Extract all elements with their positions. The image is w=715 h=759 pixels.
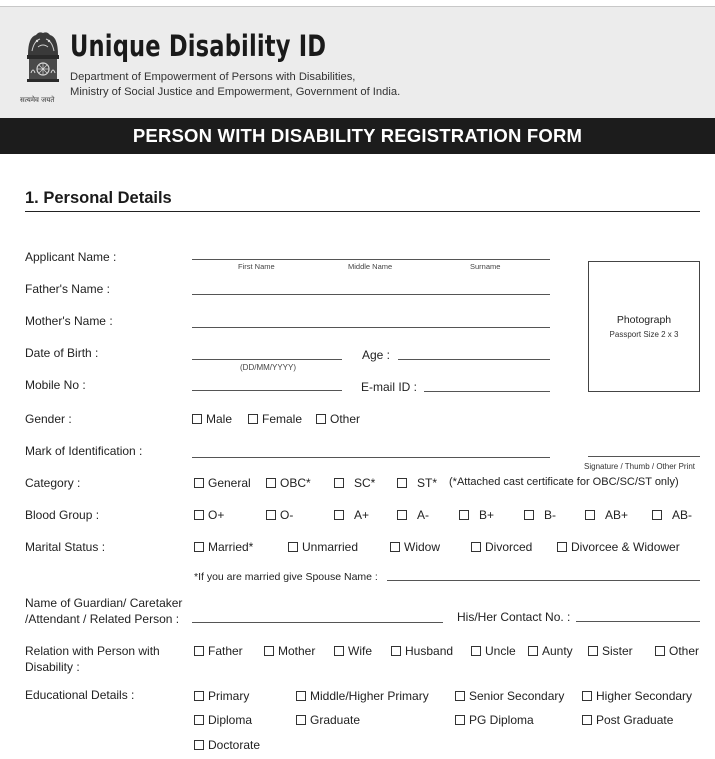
checkbox[interactable] (288, 542, 298, 552)
checkbox[interactable] (455, 715, 465, 725)
education-option-senior-secondary[interactable]: Senior Secondary (455, 689, 564, 703)
education-option-middle-higher-primary[interactable]: Middle/Higher Primary (296, 689, 429, 703)
checkbox[interactable] (296, 715, 306, 725)
page-header (0, 6, 715, 118)
photograph-size: Passport Size 2 x 3 (609, 330, 679, 339)
checkbox[interactable] (524, 510, 534, 520)
relation-option-sister[interactable]: Sister (588, 644, 633, 658)
relation-option-mother[interactable]: Mother (264, 644, 315, 658)
mother-name-field[interactable] (192, 327, 550, 328)
blood-option-o-neg[interactable]: O- (266, 508, 293, 522)
checkbox[interactable] (459, 510, 469, 520)
department-line-2: Ministry of Social Justice and Empowerment, Government of India. (70, 86, 401, 98)
mark-field[interactable] (192, 457, 550, 458)
category-label: Category : (25, 476, 81, 490)
checkbox[interactable] (194, 740, 204, 750)
education-option-higher-secondary[interactable]: Higher Secondary (582, 689, 692, 703)
blood-option-ab-pos[interactable]: AB+ (585, 508, 628, 522)
blood-option-o-pos[interactable]: O+ (194, 508, 224, 522)
gender-option-other[interactable]: Other (316, 412, 360, 426)
checkbox[interactable] (296, 691, 306, 701)
guardian-label-line-2: /Attendant / Related Person : (25, 612, 180, 626)
checkbox[interactable] (397, 478, 407, 488)
marital-option-divorced[interactable]: Divorced (471, 540, 532, 554)
relation-option-aunty[interactable]: Aunty (528, 644, 573, 658)
checkbox[interactable] (471, 542, 481, 552)
department-name (70, 70, 400, 100)
photograph-box[interactable] (588, 261, 700, 392)
category-note: (*Attached cast certificate for OBC/SC/ST only) (449, 476, 679, 488)
mark-label: Mark of Identification : (25, 444, 143, 458)
checkbox[interactable] (528, 646, 538, 656)
checkbox[interactable] (582, 715, 592, 725)
dob-field[interactable] (192, 359, 342, 360)
dob-label: Date of Birth : (25, 346, 99, 360)
guardian-contact-label: His/Her Contact No. : (457, 610, 571, 624)
checkbox[interactable] (266, 478, 276, 488)
gender-option-female[interactable]: Female (248, 412, 302, 426)
email-label: E-mail ID : (361, 380, 418, 394)
category-option-st[interactable]: ST* (397, 476, 437, 490)
checkbox[interactable] (390, 542, 400, 552)
email-field[interactable] (424, 391, 550, 392)
checkbox[interactable] (194, 510, 204, 520)
checkbox[interactable] (391, 646, 401, 656)
education-option-graduate[interactable]: Graduate (296, 713, 360, 727)
blood-option-b-neg[interactable]: B- (524, 508, 556, 522)
checkbox[interactable] (455, 691, 465, 701)
father-name-field[interactable] (192, 294, 550, 295)
checkbox[interactable] (334, 510, 344, 520)
checkbox[interactable] (194, 646, 204, 656)
education-option-doctorate[interactable]: Doctorate (194, 738, 260, 752)
category-option-obc[interactable]: OBC* (266, 476, 311, 490)
blood-option-a-neg[interactable]: A- (397, 508, 429, 522)
category-option-sc[interactable]: SC* (334, 476, 375, 490)
father-name-label: Father's Name : (25, 282, 110, 296)
section-title: 1. Personal Details (25, 189, 172, 207)
department-line-1: Department of Empowerment of Persons with Disabilities, (70, 71, 356, 83)
marital-option-widow[interactable]: Widow (390, 540, 440, 554)
middle-name-caption: Middle Name (348, 262, 393, 271)
checkbox[interactable] (397, 510, 407, 520)
checkbox[interactable] (194, 542, 204, 552)
blood-group-label: Blood Group : (25, 508, 100, 522)
marital-option-divorcee-widower[interactable]: Divorcee & Widower (557, 540, 680, 554)
checkbox[interactable] (582, 691, 592, 701)
education-option-post-graduate[interactable]: Post Graduate (582, 713, 673, 727)
signature-caption: Signature / Thumb / Other Print (584, 462, 696, 471)
spouse-note: *If you are married give Spouse Name : (194, 571, 378, 583)
checkbox[interactable] (316, 414, 326, 424)
education-option-pg-diploma[interactable]: PG Diploma (455, 713, 534, 727)
form-title-banner: PERSON WITH DISABILITY REGISTRATION FORM (0, 118, 715, 154)
checkbox[interactable] (192, 414, 202, 424)
mobile-label: Mobile No : (25, 378, 86, 392)
marital-status-label: Marital Status : (25, 540, 106, 554)
education-option-diploma[interactable]: Diploma (194, 713, 252, 727)
blood-option-ab-neg[interactable]: AB- (652, 508, 692, 522)
checkbox[interactable] (585, 510, 595, 520)
checkbox[interactable] (471, 646, 481, 656)
checkbox[interactable] (334, 478, 344, 488)
checkbox[interactable] (264, 646, 274, 656)
national-emblem-icon (22, 29, 64, 105)
first-name-caption: First Name (238, 262, 275, 271)
guardian-name-field[interactable] (192, 622, 443, 623)
relation-option-wife[interactable]: Wife (334, 644, 372, 658)
signature-line[interactable] (588, 456, 700, 457)
guardian-contact-field[interactable] (576, 621, 700, 622)
emblem-motto: सत्यमेव जयते (20, 96, 55, 104)
gender-label: Gender : (25, 412, 72, 426)
checkbox[interactable] (266, 510, 276, 520)
blood-option-a-pos[interactable]: A+ (334, 508, 369, 522)
checkbox[interactable] (655, 646, 665, 656)
brand-title: Unique Disability ID (70, 29, 327, 63)
blood-option-b-pos[interactable]: B+ (459, 508, 494, 522)
checkbox[interactable] (557, 542, 567, 552)
age-label: Age : (362, 348, 391, 362)
education-label: Educational Details : (25, 688, 135, 702)
mother-name-label: Mother's Name : (25, 314, 113, 328)
relation-option-other[interactable]: Other (655, 644, 699, 658)
mobile-field[interactable] (192, 390, 342, 391)
age-field[interactable] (398, 359, 550, 360)
section-divider (25, 211, 700, 212)
spouse-name-field[interactable] (387, 580, 700, 581)
checkbox[interactable] (248, 414, 258, 424)
checkbox[interactable] (194, 478, 204, 488)
category-option-general[interactable]: General (194, 476, 251, 490)
marital-option-unmarried[interactable]: Unmarried (288, 540, 358, 554)
surname-caption: Surname (470, 262, 501, 271)
relation-label-line-2: Disability : (25, 660, 80, 674)
applicant-name-label: Applicant Name : (25, 250, 117, 264)
relation-option-husband[interactable]: Husband (391, 644, 453, 658)
relation-label-line-1: Relation with Person with (25, 644, 160, 658)
marital-option-married[interactable]: Married* (194, 540, 253, 554)
education-option-primary[interactable]: Primary (194, 689, 249, 703)
applicant-name-field[interactable] (192, 259, 550, 260)
checkbox[interactable] (334, 646, 344, 656)
guardian-label-line-1: Name of Guardian/ Caretaker (25, 596, 183, 610)
dob-format-caption: (DD/MM/YYYY) (240, 363, 296, 372)
photograph-title: Photograph (616, 314, 672, 326)
gender-option-male[interactable]: Male (192, 412, 232, 426)
relation-option-uncle[interactable]: Uncle (471, 644, 516, 658)
checkbox[interactable] (588, 646, 598, 656)
relation-option-father[interactable]: Father (194, 644, 243, 658)
checkbox[interactable] (194, 691, 204, 701)
checkbox[interactable] (194, 715, 204, 725)
checkbox[interactable] (652, 510, 662, 520)
